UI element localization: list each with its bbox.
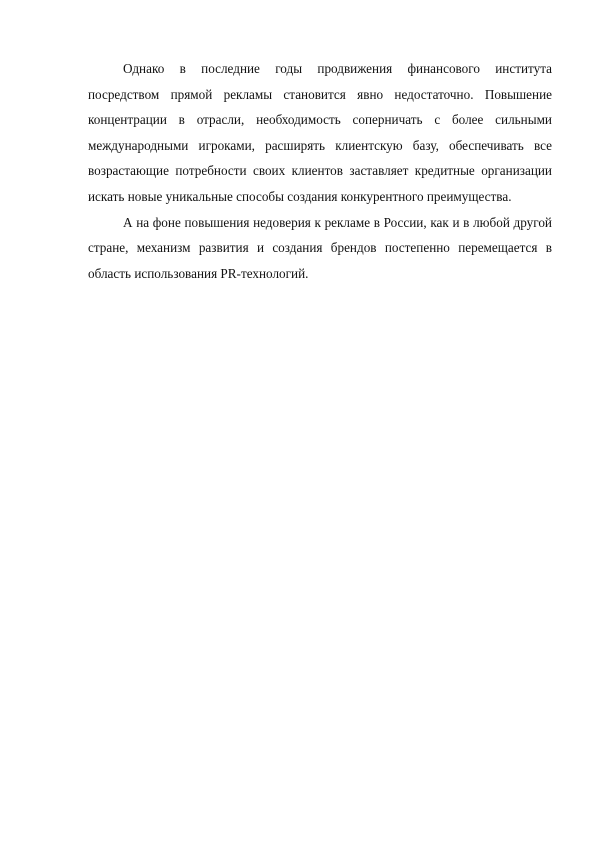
body-text xyxy=(88,56,552,286)
paragraph-1: Однако в последние годы продвижения финансового института посредством прямой рекламы становится явно недостаточно. Повышение концентрации в отрасли, необходимость соперничать с более сильными международными игроками, расширять клиентскую базу, обеспечивать все возрастающие потребности своих клиентов заставляет кредитные организации искать новые уникальные способы создания конкурентного преимущества. xyxy=(88,61,552,204)
paragraph-2: А на фоне повышения недоверия к рекламе в России, как и в любой другой стране, механизм развития и создания брендов постепенно перемещается в область использования PR-технологий. xyxy=(88,214,552,281)
